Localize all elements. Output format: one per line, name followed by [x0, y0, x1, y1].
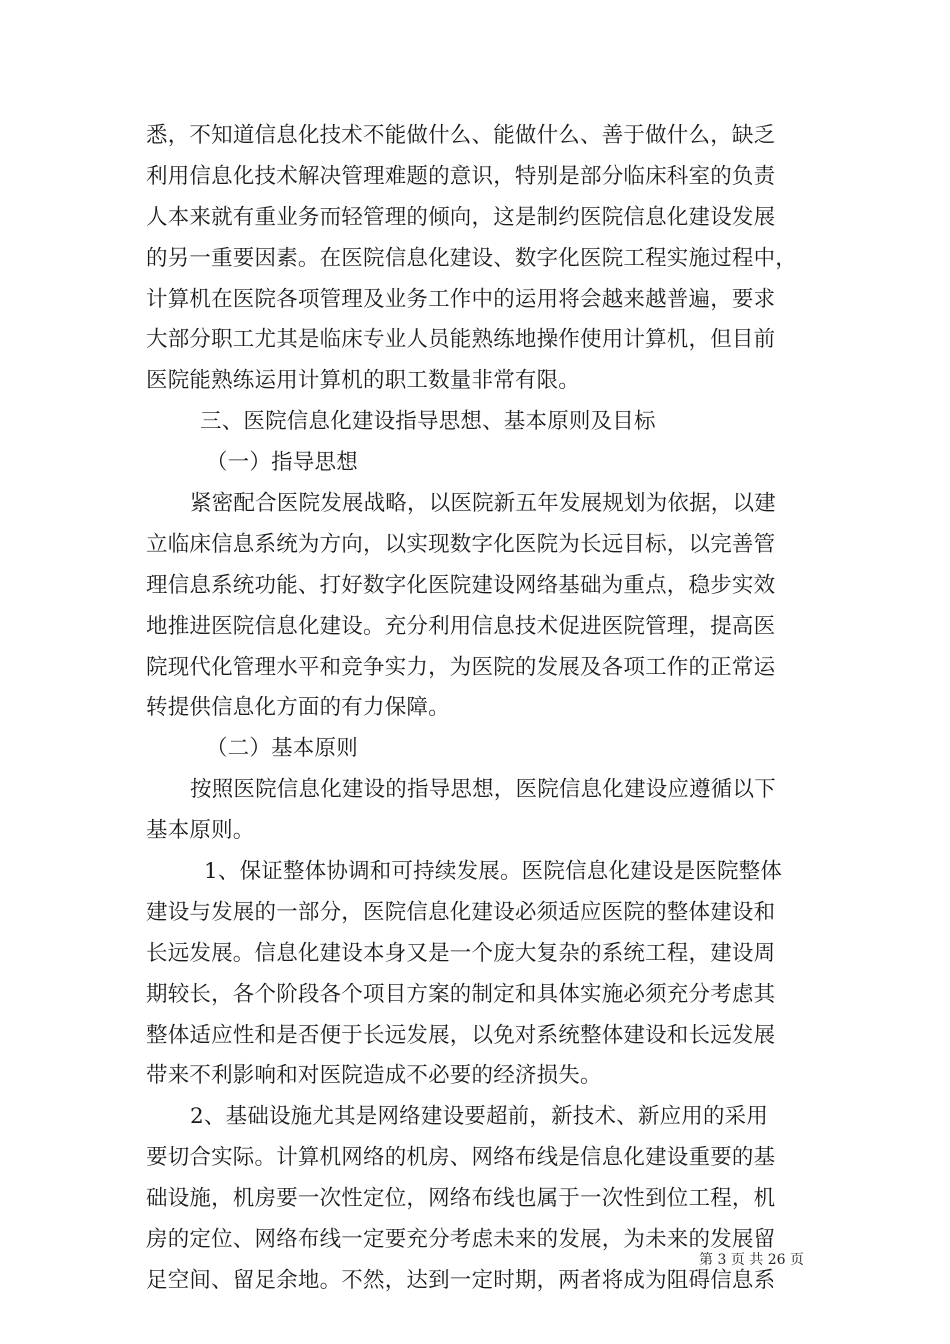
text-line: 1、保证整体协调和可持续发展。医院信息化建设是医院整体: [204, 859, 783, 885]
text-line: 悉，不知道信息化技术不能做什么、能做什么、善于做什么，缺乏: [146, 123, 776, 148]
text-line: 房的定位、网络布线一定要充分考虑未来的发展，为未来的发展留: [146, 1227, 776, 1253]
text-line: 立临床信息系统为方向，以实现数字化医院为长远目标，以完善管: [146, 531, 776, 557]
section-heading: 三、医院信息化建设指导思想、基本原则及目标: [200, 409, 656, 435]
text-line: 转提供信息化方面的有力保障。: [146, 695, 450, 721]
text-line: 紧密配合医院发展战略，以医院新五年发展规划为依据，以建: [190, 491, 776, 517]
subsection-heading: （一）指导思想: [206, 450, 358, 476]
text-line: 大部分职工尤其是临床专业人员能熟练地操作使用计算机，但目前: [146, 327, 776, 353]
body-text: [146, 116, 806, 1302]
text-line: 按照医院信息化建设的指导思想，医院信息化建设应遵循以下: [190, 777, 776, 803]
text-line: 足空间、留足余地。不然，达到一定时期，两者将成为阻碍信息系: [146, 1267, 776, 1293]
text-line: 理信息系统功能、打好数字化医院建设网络基础为重点，稳步实效: [146, 572, 776, 598]
text-line: 利用信息化技术解决管理难题的意识，特别是部分临床科室的负责: [146, 163, 776, 189]
text-line: 医院能熟练运用计算机的职工数量非常有限。: [146, 368, 581, 394]
subsection-heading: （二）基本原则: [206, 736, 358, 762]
text-line: 期较长，各个阶段各个项目方案的制定和具体实施必须充分考虑其: [146, 981, 776, 1007]
text-line: 基本原则。: [146, 818, 255, 844]
text-line: 地推进医院信息化建设。充分利用信息技术促进医院管理，提高医: [146, 613, 776, 639]
text-line: 要切合实际。计算机网络的机房、网络布线是信息化建设重要的基: [146, 1145, 776, 1171]
text-line: 院现代化管理水平和竞争实力，为医院的发展及各项工作的正常运: [146, 654, 776, 680]
text-line: 人本来就有重业务而轻管理的倾向，这是制约医院信息化建设发展: [146, 204, 776, 230]
text-line: 计算机在医院各项管理及业务工作中的运用将会越来越普遍，要求: [146, 286, 776, 312]
text-line: 带来不利影响和对医院造成不必要的经济损失。: [146, 1063, 602, 1089]
text-line: 础设施，机房要一次性定位，网络布线也属于一次性到位工程，机: [146, 1186, 776, 1212]
text-line: 2、基础设施尤其是网络建设要超前，新技术、新应用的采用: [190, 1104, 769, 1130]
text-line: 长远发展。信息化建设本身又是一个庞大复杂的系统工程，建设周: [146, 940, 776, 966]
text-line: 建设与发展的一部分，医院信息化建设必须适应医院的整体建设和: [146, 899, 776, 925]
text-line: 的另一重要因素。在医院信息化建设、数字化医院工程实施过程中，: [146, 245, 798, 271]
page-number: 第 3 页 共 26 页: [699, 1252, 804, 1268]
text-line: 整体适应性和是否便于长远发展，以免对系统整体建设和长远发展: [146, 1022, 776, 1048]
